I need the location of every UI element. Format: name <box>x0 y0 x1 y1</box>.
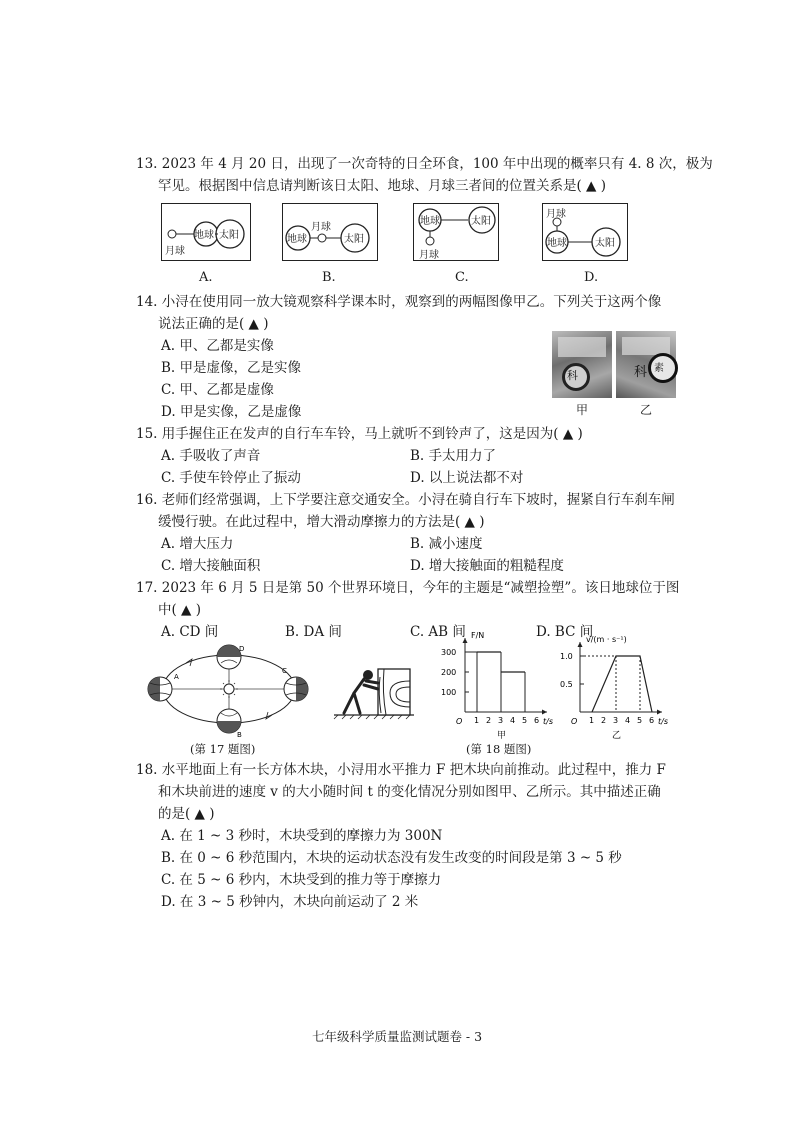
q17-line2: 中( ▲ ) <box>158 602 201 618</box>
orbit-label-a: A <box>174 673 179 681</box>
y-tick-label: 200 <box>441 668 457 677</box>
moon-label: 月球 <box>311 222 331 233</box>
person-pushing-block-figure <box>334 657 414 719</box>
photo-char: 素 <box>654 363 664 374</box>
q18-option-d: D. 在 3 ~ 5 秒钟内，木块向前运动了 2 米 <box>161 894 419 910</box>
x-axis-arrow <box>657 710 662 715</box>
magnifier-photo-yi <box>616 331 676 398</box>
photo-char: 科 <box>567 369 578 382</box>
q16-option-a: A. 增大压力 <box>161 536 234 552</box>
earth-icon <box>284 677 308 701</box>
earth-icon <box>217 645 241 669</box>
x-tick-label: 2 <box>486 716 492 725</box>
x-tick-label: 1 <box>474 716 480 725</box>
q14-option-d: D. 甲是实像，乙是虚像 <box>161 404 302 420</box>
q13-option-a-label: A. <box>199 270 213 285</box>
orbit-label-d: D <box>239 645 245 653</box>
q14-option-c: C. 甲、乙都是虚像 <box>161 382 274 398</box>
photo-label-yi: 乙 <box>640 403 653 417</box>
y-axis-arrow <box>463 638 468 643</box>
q17-option-b: B. DA 间 <box>285 624 342 640</box>
page-footer: 七年级科学质量监测试题卷 - 3 <box>311 1029 483 1044</box>
velocity-line <box>592 656 652 712</box>
earth-label: 地球 <box>420 216 440 227</box>
origin-label: O <box>571 717 578 726</box>
x-axis-label: t/s <box>658 717 668 726</box>
moon-label: 月球 <box>546 209 566 220</box>
q13-option-b-label: B. <box>322 270 336 285</box>
q16-line1: 16. 老师们经常强调，上下学要注意交通安全。小浔在骑自行车下坡时，握紧自行车刹车闸 <box>136 492 675 508</box>
orbit-label-b: B <box>237 731 242 739</box>
chart-title: 甲 <box>497 731 507 741</box>
q18-figure-caption: (第 18 题图) <box>466 742 532 756</box>
q15-option-a: A. 手吸收了声音 <box>161 448 261 464</box>
q15-option-c: C. 手使车铃停止了振动 <box>161 470 301 486</box>
orbit-label-c: C <box>282 667 287 675</box>
q14-line1: 14. 小浔在使用同一放大镜观察科学课本时，观察到的两幅图像甲乙。下列关于这两个像 <box>136 294 662 310</box>
q16-option-c: C. 增大接触面积 <box>161 558 261 574</box>
x-tick-label: 1 <box>589 716 595 725</box>
chart-title: 乙 <box>612 731 622 741</box>
q18-line3: 的是( ▲ ) <box>158 806 215 822</box>
q13-option-a-figure <box>161 203 251 261</box>
origin-label: O <box>456 717 463 726</box>
x-tick-label: 6 <box>534 716 540 725</box>
photo-char: 科 <box>634 365 648 380</box>
y-tick-label: 1.0 <box>560 652 573 661</box>
q16-line2: 缓慢行驶。在此过程中，增大滑动摩擦力的方法是( ▲ ) <box>158 514 485 530</box>
y-tick-label: 0.5 <box>560 680 573 689</box>
q14-option-a: A. 甲、乙都是实像 <box>161 338 274 354</box>
x-tick-label: 6 <box>649 716 655 725</box>
q16-option-b: B. 减小速度 <box>410 536 483 552</box>
q18-line2: 和木块前进的速度 v 的大小随时间 t 的变化情况分别如图甲、乙所示。其中描述正确 <box>158 784 661 800</box>
q13-option-c-label: C. <box>455 270 469 285</box>
q17-figure-caption: (第 17 题图) <box>190 742 256 756</box>
y-axis-label: v/(m · s⁻¹) <box>586 635 627 644</box>
q13-option-d-label: D. <box>584 270 599 285</box>
q14-option-b: B. 甲是虚像，乙是实像 <box>161 360 302 376</box>
q18-line1: 18. 水平地面上有一长方体木块，小浔用水平推力 F 把木块向前推动。此过程中，推力 F <box>136 762 666 778</box>
q13-line1: 13. 2023 年 4 月 20 日，出现了一次奇特的日全环食，100 年中出现的概率只有 4. 8 次，极为 <box>136 156 713 172</box>
earth-orbit-diagram <box>146 641 312 739</box>
force-time-chart <box>430 631 553 741</box>
x-axis-label: t/s <box>543 717 553 726</box>
earth-label: 地球 <box>547 238 567 249</box>
x-tick-label: 5 <box>522 716 528 725</box>
q18-option-c: C. 在 5 ~ 6 秒内，木块受到的推力等于摩擦力 <box>161 872 442 888</box>
x-tick-label: 5 <box>637 716 643 725</box>
q18-option-b: B. 在 0 ~ 6 秒范围内，木块的运动状态没有发生改变的时间段是第 3 ~ 5 秒 <box>161 850 622 866</box>
sun-label: 太阳 <box>344 234 364 245</box>
q13-option-c-figure <box>413 203 499 261</box>
q13-option-d-figure <box>542 203 628 261</box>
q15-option-b: B. 手太用力了 <box>410 448 497 464</box>
sun-label: 太阳 <box>595 238 615 249</box>
q14-line2: 说法正确的是( ▲ ) <box>158 316 269 332</box>
x-tick-label: 3 <box>613 716 619 725</box>
sun-label: 太阳 <box>219 230 239 241</box>
q13-option-b-figure <box>282 203 378 261</box>
q17-option-a: A. CD 间 <box>161 624 219 640</box>
q18-option-a: A. 在 1 ~ 3 秒时，木块受到的摩擦力为 300N <box>161 828 443 844</box>
y-tick-label: 100 <box>441 688 457 697</box>
earth-icon <box>217 709 241 733</box>
q17-option-c: C. AB 间 <box>410 624 466 640</box>
q15-option-d: D. 以上说法都不对 <box>410 470 524 486</box>
moon-label: 月球 <box>165 246 185 257</box>
q15-line1: 15. 用手握住正在发声的自行车车铃，马上就听不到铃声了，这是因为( ▲ ) <box>136 426 583 442</box>
q16-option-d: D. 增大接触面的粗糙程度 <box>410 558 564 574</box>
x-tick-label: 4 <box>625 716 631 725</box>
q13-line2: 罕见。根据图中信息请判断该日太阳、地球、月球三者间的位置关系是( ▲ ) <box>158 178 606 194</box>
earth-label: 地球 <box>194 230 214 241</box>
y-axis-label: F/N <box>471 631 485 640</box>
magnifier-photo-jia <box>552 331 612 398</box>
sun-label: 太阳 <box>471 216 491 227</box>
x-tick-label: 3 <box>498 716 504 725</box>
y-axis-arrow <box>578 642 583 647</box>
velocity-time-chart <box>545 635 670 741</box>
moon-label: 月球 <box>419 250 439 261</box>
q17-option-d: D. BC 间 <box>536 624 594 640</box>
y-tick-label: 300 <box>441 648 457 657</box>
x-tick-label: 4 <box>510 716 516 725</box>
earth-label: 地球 <box>287 234 307 245</box>
photo-label-jia: 甲 <box>576 403 589 417</box>
x-tick-label: 2 <box>601 716 607 725</box>
q17-line1: 17. 2023 年 6 月 5 日是第 50 个世界环境日，今年的主题是“减塑捡塑”。该日地球位于图 <box>136 580 680 596</box>
earth-icon <box>148 677 172 701</box>
